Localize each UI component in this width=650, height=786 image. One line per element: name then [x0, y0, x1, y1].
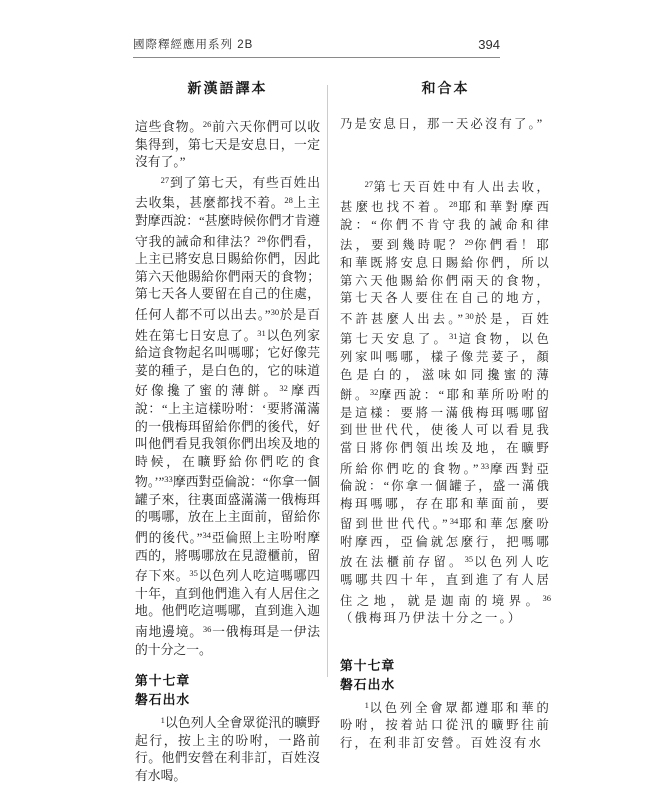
verse-text: 摩西對亞倫說：“你拿一個罐子，盛一滿俄梅珥嗎哪，存在耶和華面前，要留到世世代代。”: [340, 461, 551, 532]
verse-number: 31: [449, 331, 458, 342]
verse-number: 29: [257, 233, 266, 244]
verse-number: 32: [279, 383, 288, 394]
section-title-heading: 磐石出水: [135, 692, 191, 708]
verse-number: 34: [449, 516, 459, 527]
verse-number: 27: [160, 174, 170, 185]
verse-number: 1: [364, 699, 369, 710]
verse-text: （俄梅珥乃伊法十分之一。）: [340, 611, 523, 626]
verse-text: 以色列全會眾都遵耶和華的吩咐，按着站口從汛的曠野往前行，在利非訂安營。百姓沒有水: [340, 700, 551, 751]
verse-paragraph: [135, 172, 320, 659]
verse-number: 30: [270, 306, 280, 317]
verse-paragraph: [340, 697, 551, 753]
verse-number: 33: [480, 460, 490, 471]
verse-text: 耶和華對摩西說：“你們不肯守我的誡命和律法，要到幾時呢？: [340, 200, 552, 253]
chapter-number-heading: 第十七章: [135, 673, 191, 689]
column-title-new-chinese-version: 新漢語譯本: [187, 80, 268, 96]
verse-number: 1: [160, 715, 165, 726]
page-number: 394: [478, 37, 500, 52]
verse-number: 32: [369, 387, 379, 398]
verse-text: 到了第七天，有些百姓出去收集，甚麼都找不着。: [135, 175, 320, 211]
verse-paragraph: [135, 712, 320, 785]
verse-paragraph: [135, 116, 320, 172]
verse-text: 以色列人吃這嗎哪四十年，直到他們進入有人居住之地。他們吃這嗎哪，直到進入迦南地邊境。: [135, 569, 321, 640]
verse-text: 以色列人吃嗎哪共四十年，直到進了有人居住之地，就是迦南的境界。: [340, 555, 551, 608]
verse-text: 摩西說：“耶和華所吩咐的是這樣：要將一滿俄梅珥嗎哪留到世世代代，使後人可以看見我當日將你們領出埃及地，在曠野所給你們吃的食物。”: [340, 388, 551, 476]
verse-text: 這食物，以色列家叫嗎哪，樣子像芫荽子，顏色是白的，滋味如同攙蜜的薄餅。: [340, 332, 552, 403]
verse-number: 35: [189, 568, 198, 579]
verse-text: 以色列人全會眾從汛的曠野起行，按上主的吩咐，一路前行。他們安營在利非訂，百姓沒有水喝。: [135, 716, 320, 783]
spacer: [340, 134, 551, 176]
column-union-version: [340, 78, 551, 786]
verse-text: 亞倫照上主吩咐摩西的，將嗎哪放在見證櫃前，留存下來。: [135, 531, 321, 584]
column-body: [135, 116, 320, 786]
verse-number: 31: [257, 327, 266, 338]
verse-text: 前六天你們可以收集得到，第七天是安息日，一定沒有了。”: [135, 120, 321, 170]
verse-text: 第七天百姓中有人出去收，甚麼也找不着。: [340, 179, 551, 215]
verse-text: 摩西對亞倫說：“你拿一個罐子來，往裏面盛滿滿一俄梅珥的嗎哪，放在上主面前，留給你們的後代。”: [135, 475, 320, 546]
column-new-chinese-version: [135, 78, 320, 786]
section-title-heading: 磐石出水: [340, 676, 396, 692]
verse-number: 28: [449, 199, 458, 210]
spacer: [340, 628, 551, 656]
verse-text: 你們看！耶和華既將安息日賜給你們，所以第六天他賜給你們兩天的食物，第七天各人要住在自己的地方，不許甚麼人出去。”: [340, 238, 551, 326]
series-title: 國際釋經應用系列 2B: [133, 39, 254, 51]
verse-paragraph: [340, 176, 551, 628]
verse-number: 27: [364, 178, 374, 189]
verse-number: 29: [464, 237, 474, 248]
verse-number: 35: [464, 554, 474, 565]
column-body: [340, 116, 551, 753]
verse-text: 上主對摩西說：“甚麼時候你們才肯遵守我的誡命和律法？: [135, 196, 321, 249]
column-title-union-version: 和合本: [421, 80, 470, 96]
verse-text: 於是，百姓第七天安息了。: [340, 311, 551, 347]
verse-text: 耶和華怎麼吩咐摩西，亞倫就怎麼行，把嗎哪放在法櫃前存留。: [340, 517, 551, 570]
verse-number: 30: [465, 310, 474, 321]
translation-columns: [135, 78, 551, 786]
chapter-number-heading: 第十七章: [340, 657, 396, 673]
verse-number: 36: [202, 624, 212, 635]
verse-text: 摩西說：“上主這樣吩咐：‘要將滿滿的一俄梅珥留給你們的後代，好叫他們看見我領你們出埃及地的時候，在曠野給你們吃的食物。’”: [135, 384, 321, 490]
verse-paragraph: [340, 116, 551, 134]
verse-text: 乃是安息日，那一天必沒有了。”: [340, 117, 545, 131]
verse-number: 28: [284, 195, 293, 206]
verse-text: 這些食物。: [135, 120, 203, 134]
page-header: [133, 36, 500, 58]
spacer: [135, 659, 320, 671]
verse-number: 34: [202, 530, 211, 541]
verse-number: 26: [202, 119, 212, 129]
verse-text: 以色列家給這食物起名叫嗎哪；它好像芫荽的種子，是白色的，它的味道好像攙了蜜的薄餅。: [135, 328, 321, 399]
verse-number: 33: [164, 474, 173, 485]
verse-text: 一俄梅珥是一伊法的十分之一。: [135, 625, 321, 657]
verse-text: 於是百姓在第七日安息了。: [135, 307, 321, 343]
verse-text: 你們看，上主已將安息日賜給你們，因此第六天他賜給你們兩天的食物；第七天各人要留在自己的住處，任何人都不可以出去。”: [135, 234, 321, 322]
verse-number: 36: [542, 592, 551, 603]
